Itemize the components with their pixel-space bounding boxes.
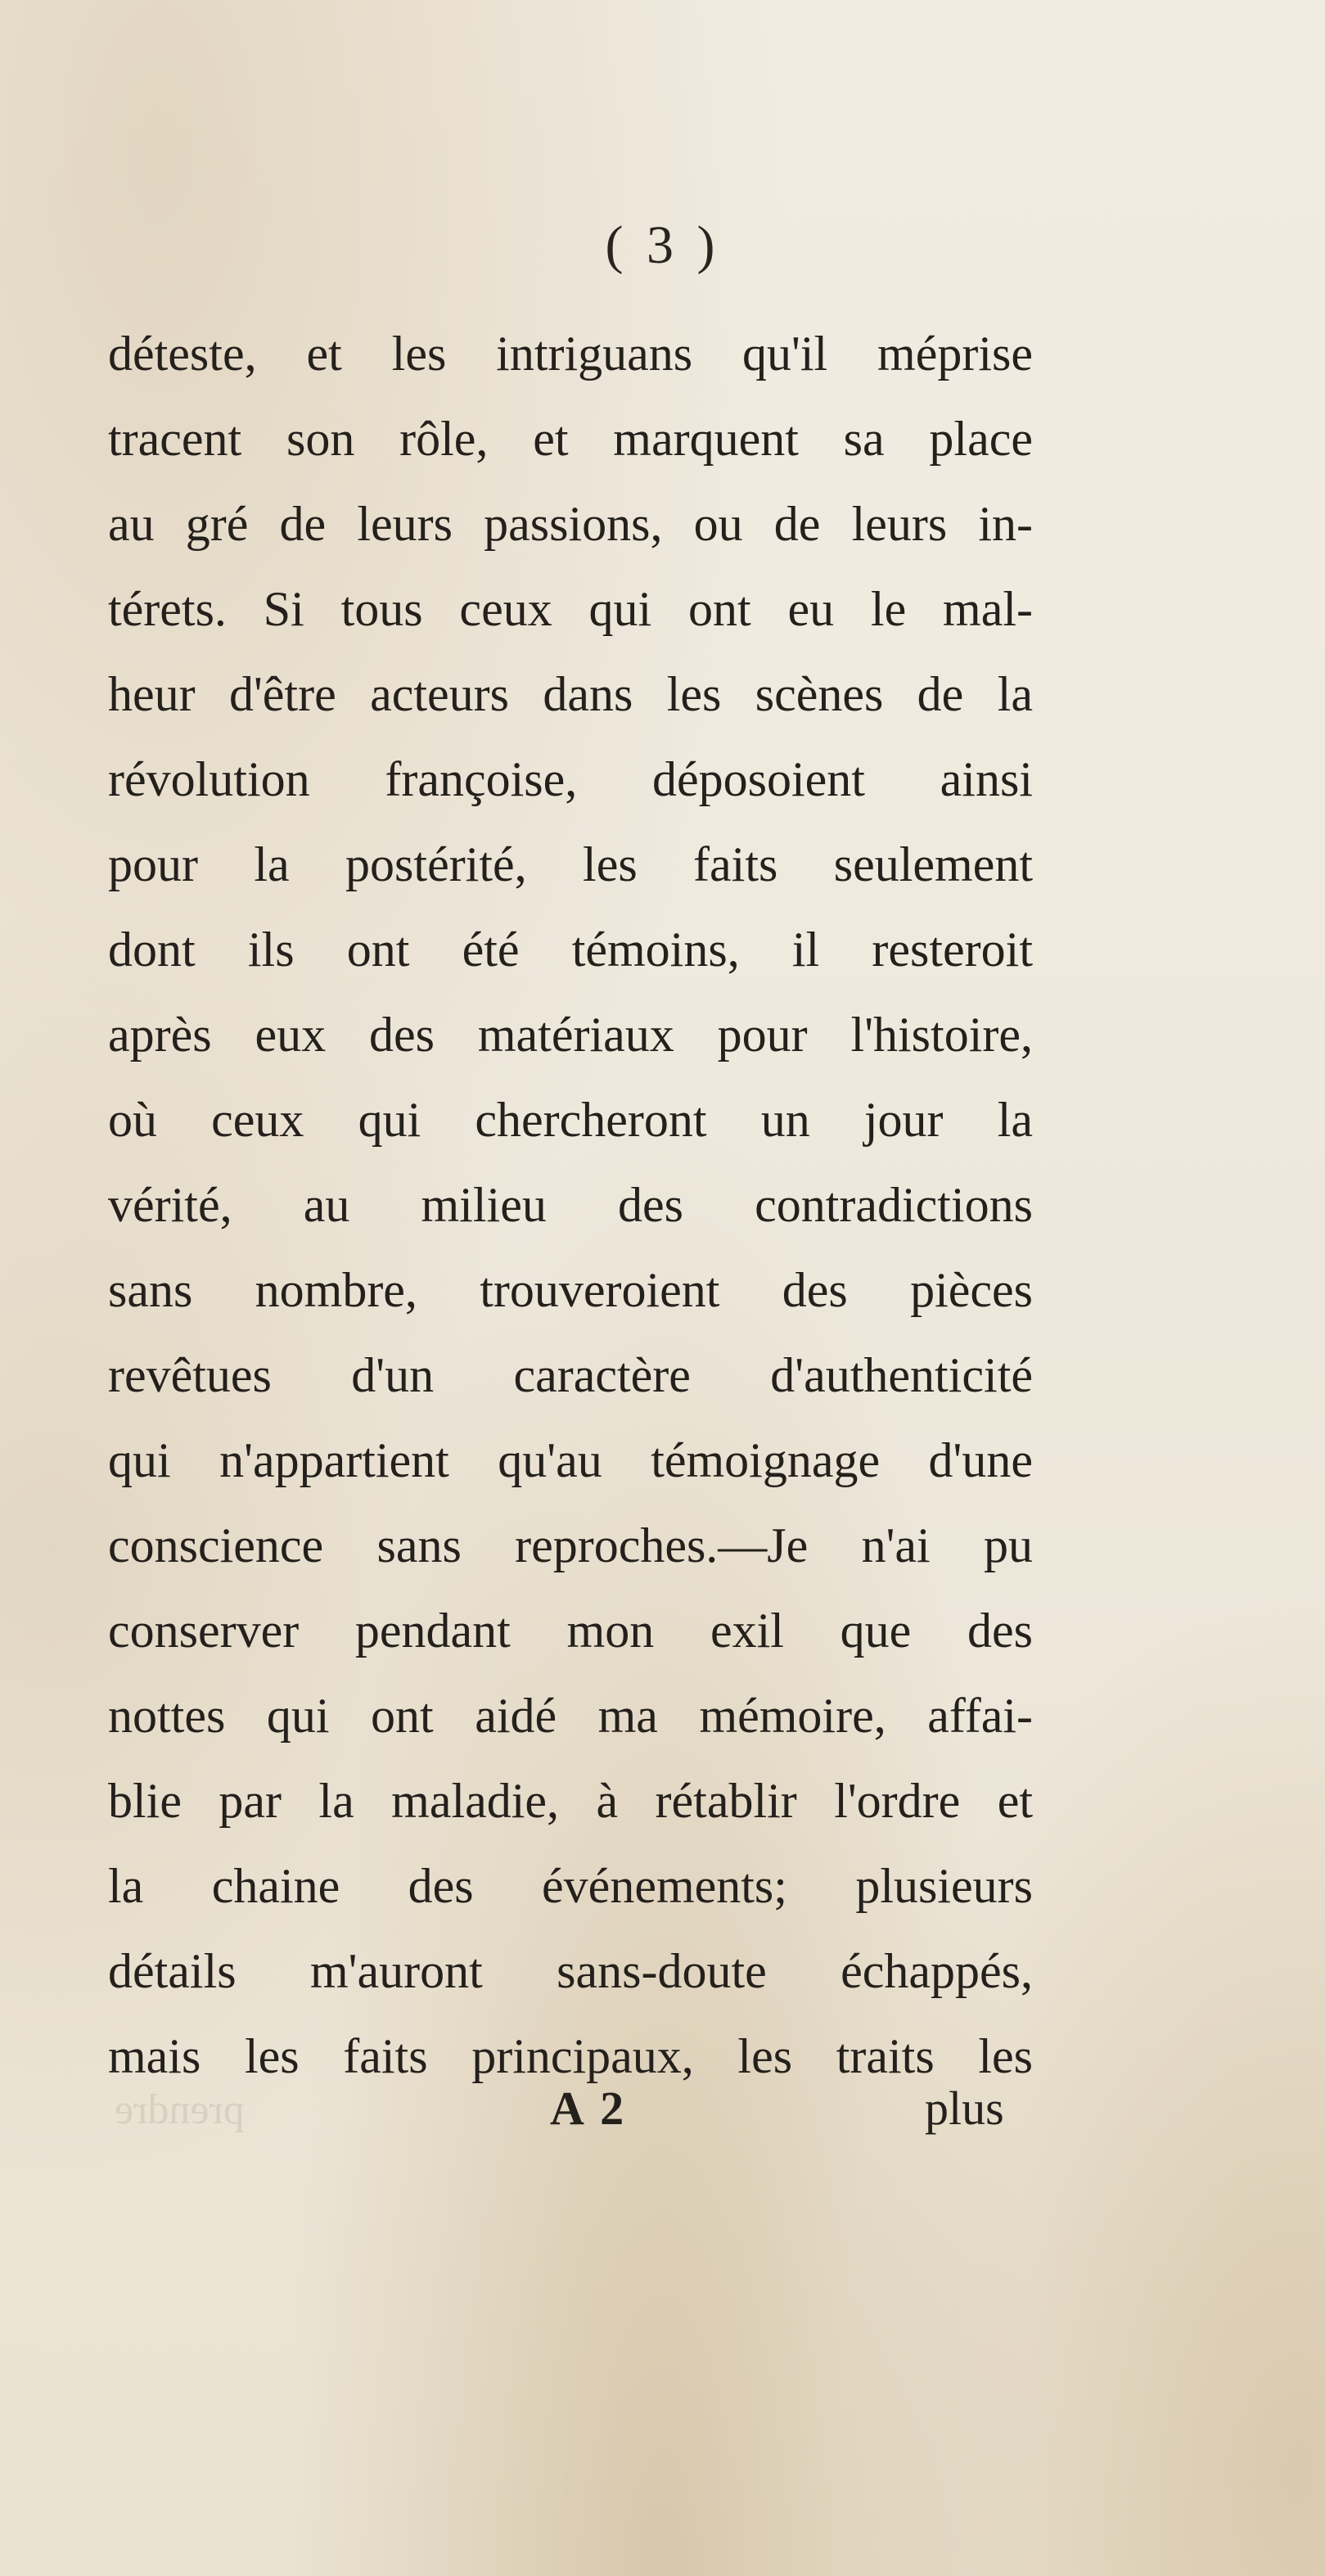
bleed-through-text: prendre	[115, 2087, 245, 2133]
catchword: plus	[925, 2082, 1004, 2135]
text-line: pour la postérité, les faits seulement	[108, 837, 1033, 891]
text-line: mais les faits principaux, les traits les	[108, 2029, 1033, 2083]
text-line: déteste, et les intriguans qu'il méprise	[108, 327, 1033, 381]
text-line: dont ils ont été témoins, il resteroit	[108, 923, 1033, 977]
page-number: ( 3 )	[605, 215, 720, 275]
text-line: heur d'être acteurs dans les scènes de la	[108, 667, 1033, 721]
page-footer	[0, 2081, 1325, 2154]
text-line: détails m'auront sans-doute échappés,	[108, 1944, 1033, 1998]
text-line: conscience sans reproches.—Je n'ai pu	[108, 1518, 1033, 1572]
text-line: conserver pendant mon exil que des	[108, 1604, 1033, 1658]
text-line: tracent son rôle, et marquent sa place	[108, 412, 1033, 466]
text-line: blie par la maladie, à rétablir l'ordre et	[108, 1774, 1033, 1828]
text-line: après eux des matériaux pour l'histoire,	[108, 1008, 1033, 1062]
text-line: vérité, au milieu des contradictions	[108, 1178, 1033, 1232]
text-line: révolution françoise, déposoient ainsi	[108, 752, 1033, 806]
text-line: la chaine des événements; plusieurs	[108, 1859, 1033, 1913]
signature-mark: A 2	[550, 2082, 628, 2135]
text-line: térets. Si tous ceux qui ont eu le mal-	[108, 582, 1033, 636]
body-text	[108, 311, 1033, 2099]
text-line: où ceux qui chercheront un jour la	[108, 1093, 1033, 1147]
text-line: revêtues d'un caractère d'authenticité	[108, 1348, 1033, 1402]
text-line: sans nombre, trouveroient des pièces	[108, 1263, 1033, 1317]
text-line: nottes qui ont aidé ma mémoire, affai-	[108, 1689, 1033, 1743]
text-line: qui n'appartient qu'au témoignage d'une	[108, 1433, 1033, 1487]
text-line: au gré de leurs passions, ou de leurs in-	[108, 497, 1033, 551]
